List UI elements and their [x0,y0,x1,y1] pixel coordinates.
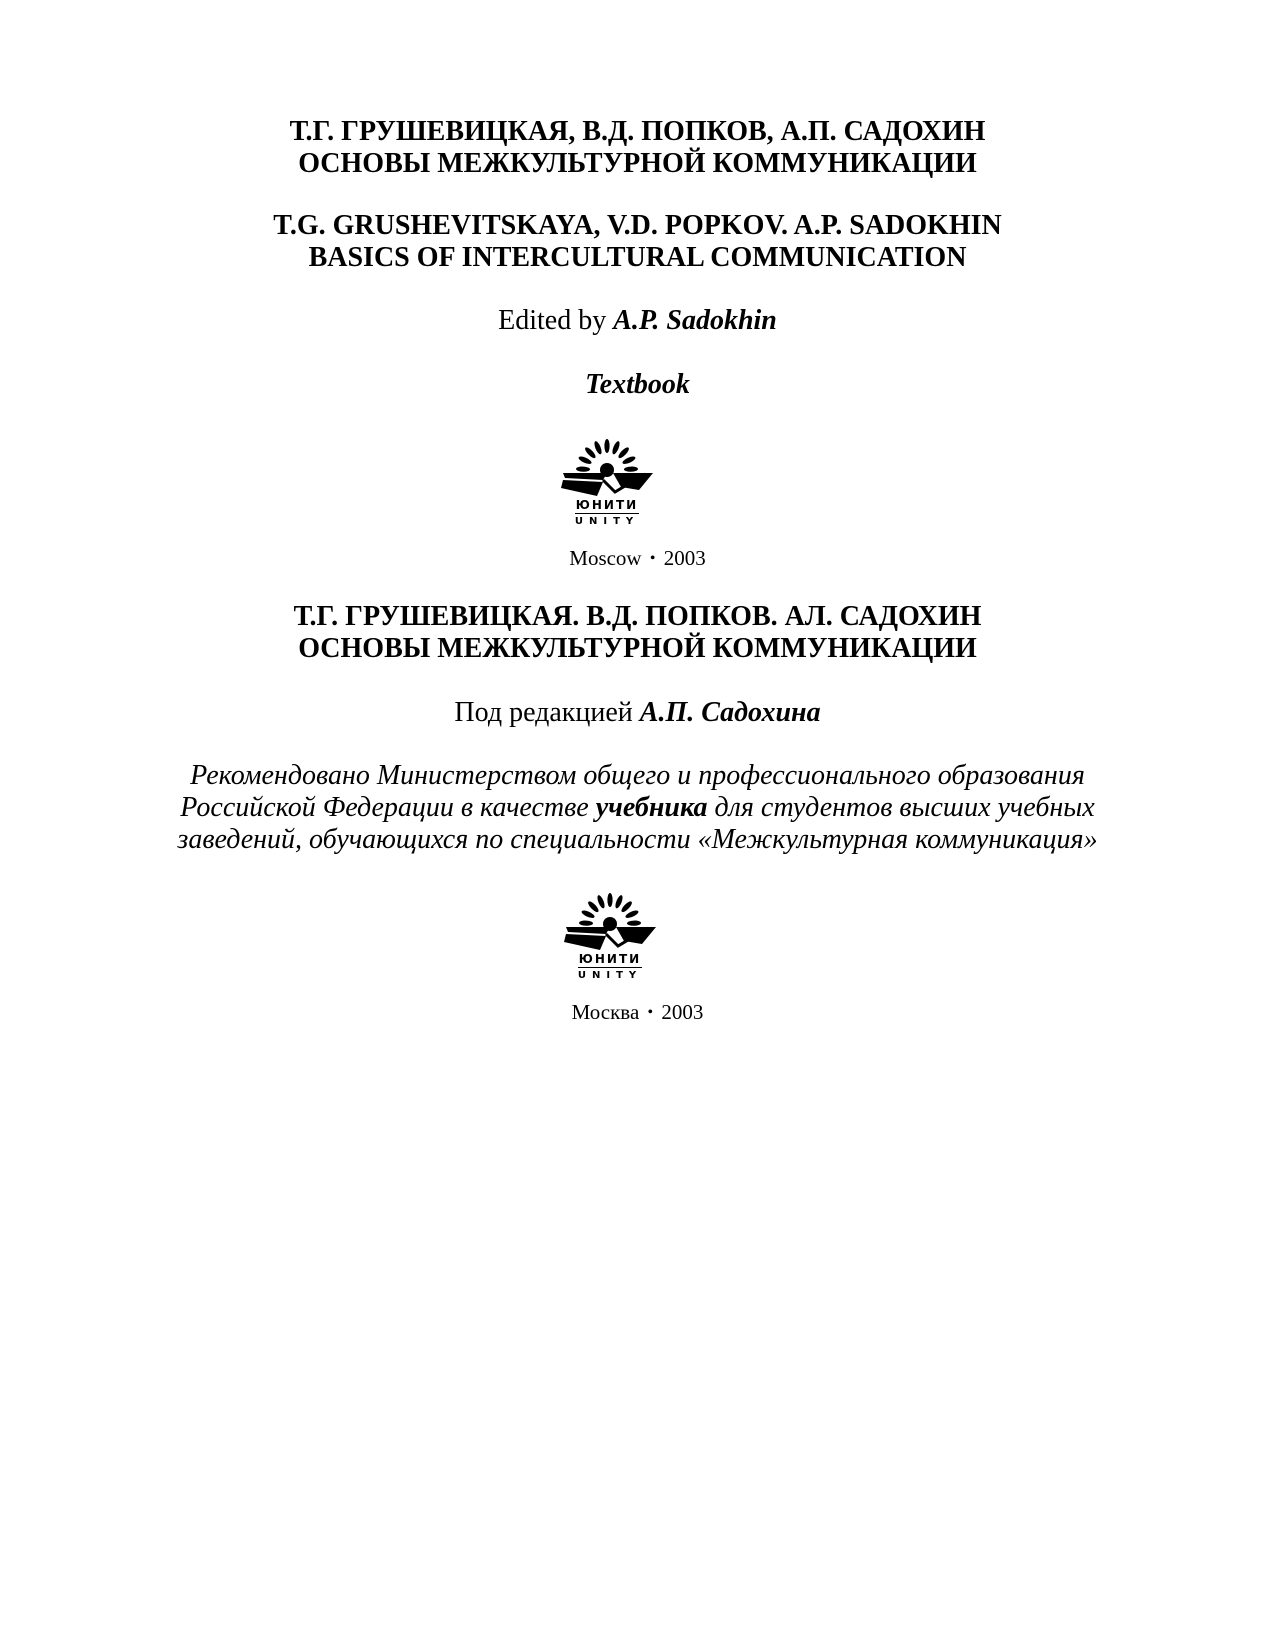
recommendation-line-3: заведений, обучающихся по специальности «Межкультурная коммуникация» [177,824,1098,855]
imprint-separator: • [649,550,656,567]
logo-name-cyrillic: ЮНИТИ [575,498,639,512]
recommendation-emphasis: учебника [595,792,708,823]
recommendation-line-2-start: Российской Федерации в качестве [180,792,596,823]
genre-label: Textbook [585,369,690,400]
unity-publisher-logo-icon-ru [560,884,660,984]
unity-emblem-graphic-ru [560,884,660,954]
unity-publisher-logo-icon [557,430,657,530]
logo-name-cyrillic-ru: ЮНИТИ [578,952,642,966]
imprint-year: 2003 [663,546,706,570]
imprint-separator-ru: • [647,1004,654,1021]
imprint-city-ru: Москва [571,1000,640,1024]
imprint-line-ru [0,1002,1275,1023]
authors-ru-heading: Т.Г. ГРУШЕВИЦКАЯ, В.Д. ПОПКОВ, А.П. САДОХИН [289,116,986,147]
authors-heading-ru-page: Т.Г. ГРУШЕВИЦКАЯ. В.Д. ПОПКОВ. АЛ. САДОХИН [293,601,982,632]
logo-name-latin: UNITY [574,516,640,527]
title-ru-heading: ОСНОВЫ МЕЖКУЛЬТУРНОЙ КОММУНИКАЦИИ [298,148,977,179]
title-en-heading: BASICS OF INTERCULTURAL COMMUNICATION [308,242,967,273]
editor-name: A.P. Sadokhin [613,305,777,336]
unity-emblem-graphic [557,430,657,500]
edited-by-line-ru [0,699,1275,727]
logo-divider [575,513,639,514]
imprint-line-en [0,548,1275,569]
edited-by-prefix: Edited by [498,305,614,336]
recommendation-line-2-end: для студентов высших учебных [707,792,1095,823]
recommendation-line-1: Рекомендовано Министерством общего и профессионального образования [190,760,1085,791]
logo-name-latin-ru: UNITY [577,970,643,981]
imprint-city: Moscow [569,546,642,570]
recommendation-line-2 [0,794,1275,822]
edited-by-line [0,307,1275,335]
editor-name-ru: А.П. Садохина [639,697,821,728]
title-heading-ru-page: ОСНОВЫ МЕЖКУЛЬТУРНОЙ КОММУНИКАЦИИ [298,633,977,664]
imprint-year-ru: 2003 [661,1000,704,1024]
authors-en-heading: T.G. GRUSHEVITSKAYA, V.D. POPKOV. A.P. SADOKHIN [273,210,1002,241]
edited-by-prefix-ru: Под редакцией [454,697,640,728]
logo-divider-ru [578,967,642,968]
